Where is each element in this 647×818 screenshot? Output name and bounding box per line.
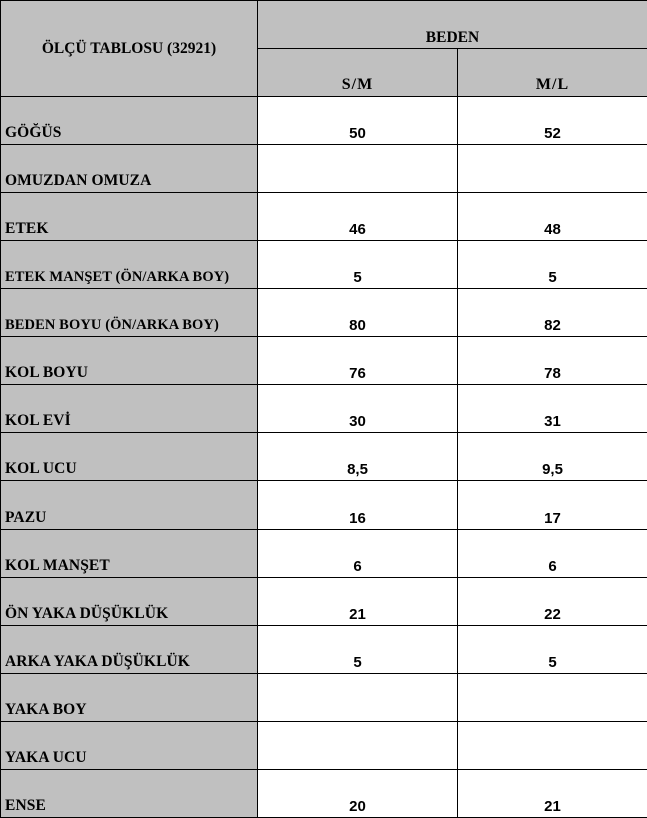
value-sm: 46 — [258, 193, 458, 241]
size-header-sm: S/M — [258, 49, 458, 97]
measurement-label: ETEK — [1, 193, 258, 241]
table-row — [1, 193, 647, 241]
table-row — [1, 529, 647, 577]
value-ml: 6 — [458, 529, 647, 577]
value-sm: 5 — [258, 625, 458, 673]
table-row — [1, 625, 647, 673]
value-ml: 78 — [458, 337, 647, 385]
size-group-header: BEDEN — [258, 1, 647, 49]
table-row — [1, 577, 647, 625]
measurement-label: YAKA UCU — [1, 721, 258, 769]
measurement-label: KOL UCU — [1, 433, 258, 481]
measurement-label: ETEK MANŞET (ÖN/ARKA BOY) — [1, 241, 258, 289]
measurement-label: KOL BOYU — [1, 337, 258, 385]
value-ml: 48 — [458, 193, 647, 241]
value-sm: 76 — [258, 337, 458, 385]
table-row — [1, 769, 647, 817]
table-row — [1, 97, 647, 145]
value-sm — [258, 673, 458, 721]
measurement-label: BEDEN BOYU (ÖN/ARKA BOY) — [1, 289, 258, 337]
value-sm — [258, 721, 458, 769]
value-ml: 5 — [458, 625, 647, 673]
value-sm: 5 — [258, 241, 458, 289]
measurement-label: ENSE — [1, 769, 258, 817]
table-row — [1, 721, 647, 769]
measurement-label: PAZU — [1, 481, 258, 529]
measurement-label: ÖN YAKA DÜŞÜKLÜK — [1, 577, 258, 625]
measurement-label: OMUZDAN OMUZA — [1, 145, 258, 193]
header-row-top — [1, 1, 647, 49]
value-sm — [258, 145, 458, 193]
value-ml — [458, 673, 647, 721]
value-ml: 21 — [458, 769, 647, 817]
value-ml: 9,5 — [458, 433, 647, 481]
size-header-ml: M/L — [458, 49, 647, 97]
value-ml: 82 — [458, 289, 647, 337]
value-ml: 17 — [458, 481, 647, 529]
value-ml — [458, 721, 647, 769]
table-row — [1, 337, 647, 385]
value-ml: 31 — [458, 385, 647, 433]
value-sm: 50 — [258, 97, 458, 145]
table-row — [1, 433, 647, 481]
table-row — [1, 289, 647, 337]
value-ml: 5 — [458, 241, 647, 289]
measurement-label: ARKA YAKA DÜŞÜKLÜK — [1, 625, 258, 673]
table-row — [1, 385, 647, 433]
value-ml: 22 — [458, 577, 647, 625]
table-row — [1, 241, 647, 289]
value-sm: 20 — [258, 769, 458, 817]
measurement-label: KOL MANŞET — [1, 529, 258, 577]
measurement-label: KOL EVİ — [1, 385, 258, 433]
value-sm: 8,5 — [258, 433, 458, 481]
table-row — [1, 673, 647, 721]
value-sm: 6 — [258, 529, 458, 577]
measurement-rows — [1, 97, 647, 818]
value-sm: 80 — [258, 289, 458, 337]
table-title: ÖLÇÜ TABLOSU (32921) — [1, 1, 258, 97]
value-sm: 21 — [258, 577, 458, 625]
measurement-label: YAKA BOY — [1, 673, 258, 721]
value-sm: 30 — [258, 385, 458, 433]
value-sm: 16 — [258, 481, 458, 529]
measurement-label: GÖĞÜS — [1, 97, 258, 145]
value-ml — [458, 145, 647, 193]
value-ml: 52 — [458, 97, 647, 145]
table-row — [1, 481, 647, 529]
table-row — [1, 145, 647, 193]
